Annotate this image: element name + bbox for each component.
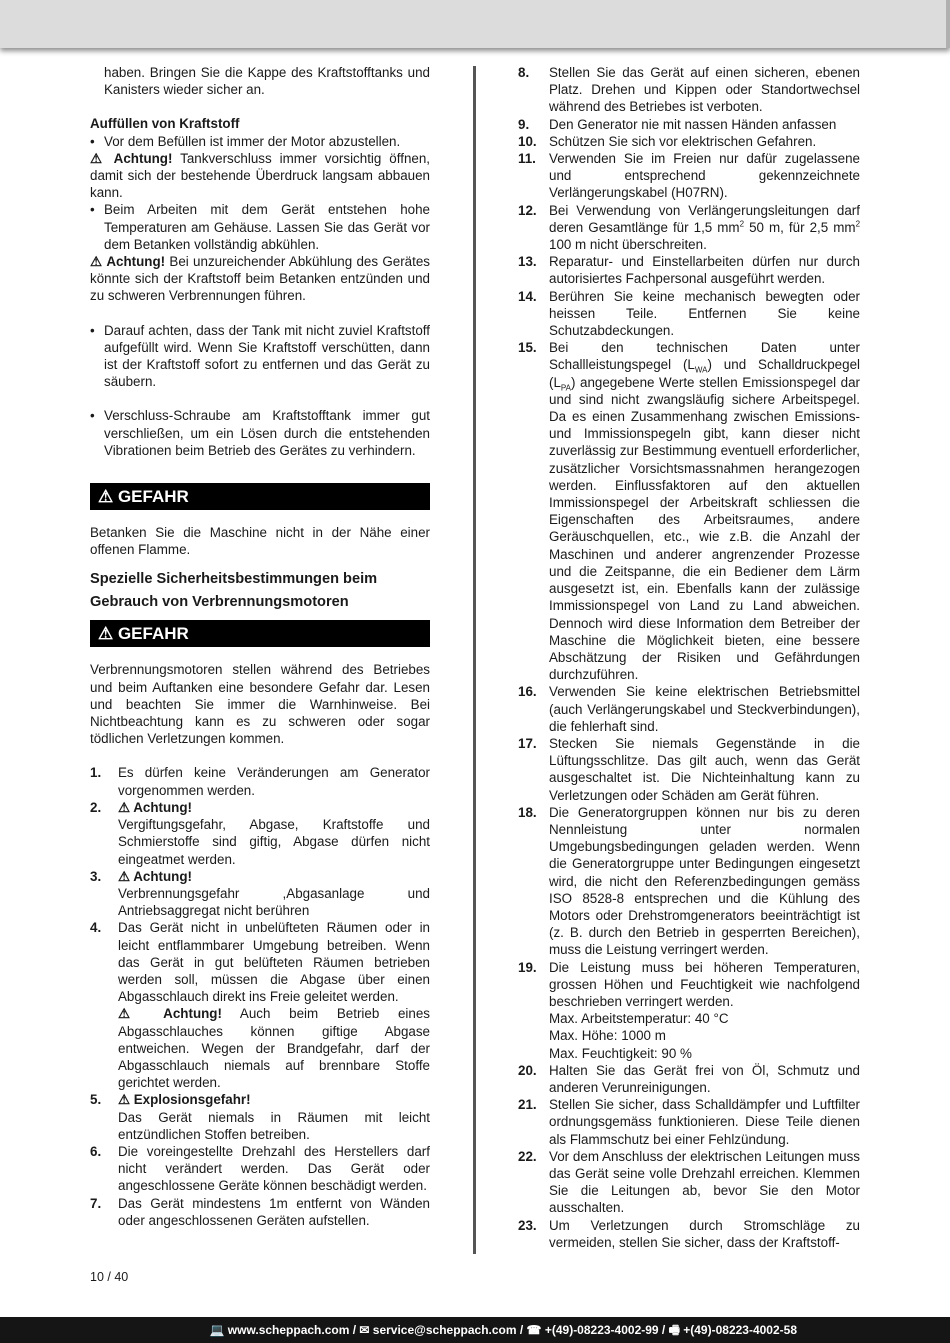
numbered-item: 15. Bei den technischen Daten unter Schallleistungspegel $(L_{WA})$ und Schalldruckpegel $(L_{PA})$ angegebene Werte stellen Emissionspegel dar und sind nicht zwangsläufig sichere Arbeitspegel. Da es einen Zusammenhang zwischen Emissions- und Immissionspegeln gibt, kann dieser nicht zuverlässig zur Bestimmung eventuell erforderlicher, zusätzlicher Vorsichtsmassnahmen herangezogen werden. Einflussfaktoren auf den aktuellen Immissionspegel der Arbeitskraft schliessen die Eigenschaften des Arbeitsraumes, andere Geräuschquellen, etc., wie z.B. die Anzahl der Maschinen und anderer angrenzender Prozesse und die Zeitspanne, die ein Bediener dem Lärm ausgesetzt ist, ein. Ebenfalls kann der zulässige Immissionspegel von Land zu Land abweichen. Dennoch wird diese Information dem Betreiber der Maschine die Möglichkeit bieten, eine bessere Abschätzung der Risiken und Gefährdungen durchzuführen. <box>518 340 860 683</box>
numbered-item: 4. Das Gerät nicht in unbelüfteten Räumen oder in leicht entflammbarer Umgebung betreiben. Wenn das Gerät in gut belüfteten Räumen betrieben werden soll, müssen die Abgase über einen Abgasschlauch direkt ins Freie geleitet werden. ⚠ Achtung! Auch beim Betrieb eines Abgasschlauches können giftige Abgase entweichen. Wegen der Brandgefahr, darf der Abgasschlauch niemals auf brennbare Stoffe gerichtet werden. <box>90 920 430 1091</box>
numbered-item: 8. Stellen Sie das Gerät auf einen sicheren, ebenen Platz. Drehen und Kippen oder Standortwechsel während des Betriebes ist verboten. <box>518 65 860 115</box>
column-divider <box>473 66 476 1254</box>
danger-banner: ⚠ GEFAHR <box>90 620 430 647</box>
danger-banner: ⚠ GEFAHR <box>90 483 430 510</box>
numbered-item: 1. Es dürfen keine Veränderungen am Generator vorgenommen werden. <box>90 765 430 798</box>
numbered-item: 16. Verwenden Sie keine elektrischen Betriebsmittel (auch Verlängerungskabel und Steckverbindungen), die fehlerhaft sind. <box>518 684 860 734</box>
numbered-item: 23. Um Verletzungen durch Stromschläge zu vermeiden, stellen Sie sicher, dass der Kraftstoff- <box>518 1217 860 1250</box>
list-item: • Darauf achten, dass der Tank mit nicht zuviel Kraftstoff aufgefüllt wird. Wenn Sie Kraftstoff verschütten, dann ist der Kraftstoff sofort zu entfernen und das Gerät zu säubern. <box>90 322 430 390</box>
danger-text: Verbrennungsmotoren stellen während des Betriebes und beim Auftanken eine besondere Gefahr dar. Lesen und beachten Sie immer die Warnhinweise. Bei Nichtbeachtung kann es zu schweren oder sogar tödlichen Verletzungen kommen. <box>90 662 430 747</box>
page-number: 10 / 40 <box>90 1270 129 1284</box>
numbered-item: 3. ⚠ Achtung! Verbrennungsgefahr ,Abgasanlage und Antriebsaggregat nicht berühren <box>90 868 430 919</box>
numbered-item: 2. ⚠ Achtung! Vergiftungsgefahr, Abgase, Kraftstoffe und Schmierstoffe sind giftig, Abgase dürfen nicht eingeatmet werden. <box>90 799 430 867</box>
numbered-item: 20. Halten Sie das Gerät frei von Öl, Schmutz und anderen Verunreinigungen. <box>518 1062 860 1095</box>
top-bar <box>0 0 950 48</box>
continued-paragraph: haben. Bringen Sie die Kappe des Kraftstofftanks und Kanisters wieder sicher an. <box>104 65 430 98</box>
numbered-item: 14. Berühren Sie keine mechanisch bewegten oder heissen Teile. Entfernen Sie keine Schutzabdeckungen. <box>518 288 860 339</box>
numbered-item: 17. Stecken Sie niemals Gegenstände in die Lüftungsschlitze. Das gilt auch, wenn das Gerät ausgeschaltet ist. Die Nichteinhaltung kann zu Verletzungen oder Schäden am Gerät führen. <box>518 735 860 803</box>
footer-bar <box>0 1317 950 1343</box>
warning-paragraph: ⚠ Achtung! Tankverschluss immer vorsichtig öffnen, damit sich der bestehende Überdruck langsam abbauen kann. <box>90 150 431 201</box>
right-column <box>518 64 860 1251</box>
danger-text: Betanken Sie die Maschine nicht in der Nähe einer offenen Flamme. <box>90 525 430 558</box>
numbered-item: 12. Bei Verwendung von Verlängerungsleitungen darf deren Gesamtlänge für 1,5 $mm^2$ 50 m, für 2,5 $mm^2$ 100 m nicht überschreiten. <box>518 202 861 253</box>
footer-contact: 💻 www.scheppach.com / ✉ service@scheppach.com / ☎ +(49)-08223-4002-99 / 🖷 +(49)-08223-4002-58 <box>209 1323 797 1337</box>
numbered-item: 10. Schützen Sie sich vor elektrischen Gefahren. <box>518 133 817 149</box>
numbered-item: 13. Reparatur- und Einstellarbeiten dürfen nur durch autorisiertes Fachpersonal ausgeführt werden. <box>518 254 860 287</box>
numbered-item: 22. Vor dem Anschluss der elektrischen Leitungen muss das Gerät seine volle Drehzahl erreichen. Klemmen Sie die Leitungen ab, bevor Sie den Motor ausschalten. <box>518 1148 860 1216</box>
fuel-heading: Auffüllen von Kraftstoff <box>90 116 240 132</box>
list-item: • Verschluss-Schraube am Kraftstofftank immer gut verschließen, um ein Lösen durch die entstehenden Vibrationen beim Betrieb des Gerätes zu verhindern. <box>90 408 430 458</box>
numbered-item: 7. Das Gerät mindestens 1m entfernt von Wänden oder angeschlossenen Geräten aufstellen. <box>90 1195 430 1228</box>
numbered-item: 19. Die Leistung muss bei höheren Temperaturen, grossen Höhen und Feuchtigkeit wie nachfolgend beschrieben verringert werden. Max. Arbeitstemperatur: 40 °C Max. Höhe: 1000 m Max. Feuchtigkeit: 90 % <box>518 959 860 1061</box>
warning-paragraph: ⚠ Achtung! Bei unzureichender Abkühlung des Gerätes könnte sich der Kraftstoff beim Betanken entzünden und zu schweren Verbrennungen führen. <box>90 254 430 304</box>
list-item: • Beim Arbeiten mit dem Gerät entstehen hohe Temperaturen am Gehäuse. Lassen Sie das Gerät vor dem Betanken vollständig abkühlen. <box>90 202 430 252</box>
numbered-item: 6. Die voreingestellte Drehzahl des Herstellers darf nicht verändert werden. Das Gerät oder angeschlossene Geräte können beschädigt werden. <box>90 1143 430 1194</box>
numbered-item: 5. ⚠ Explosionsgefahr! Das Gerät niemals in Räumen mit leicht entzündlichen Stoffen betreiben. <box>90 1092 430 1142</box>
left-column <box>90 64 430 1229</box>
numbered-item: 18. Die Generatorgruppen können nur bis zu deren Nennleistung unter normalen Umgebungsbedingungen geladen werden. Wenn die Generatorgruppe unter Bedingungen eingesetzt wird, die nicht den Referenzbedingungen gemäss ISO 8528-8 entsprechen und die Kühlung des Motors oder Drehstromgenerators beeinträchtigt ist (z. B. durch den Betrieb in gesperrten Bereichen), muss die Leistung verringert werden. <box>518 804 860 958</box>
list-item: • Vor dem Befüllen ist immer der Motor abzustellen. <box>90 133 401 149</box>
numbered-item: 11. Verwenden Sie im Freien nur dafür zugelassene und entsprechend gekennzeichnete Verlängerungskabel (H07RN). <box>518 151 860 201</box>
numbered-item: 21. Stellen Sie sicher, dass Schalldämpfer und Luftfilter ordnungsgemäss funktionieren. Diese Teile dienen als Flammschutz bei einer Fehlzündung. <box>518 1097 860 1147</box>
numbered-item: 9. Den Generator nie mit nassen Händen anfassen <box>518 116 837 132</box>
section-title: Spezielle Sicherheitsbestimmungen beim Gebrauch von Verbrennungsmotoren <box>90 571 378 611</box>
